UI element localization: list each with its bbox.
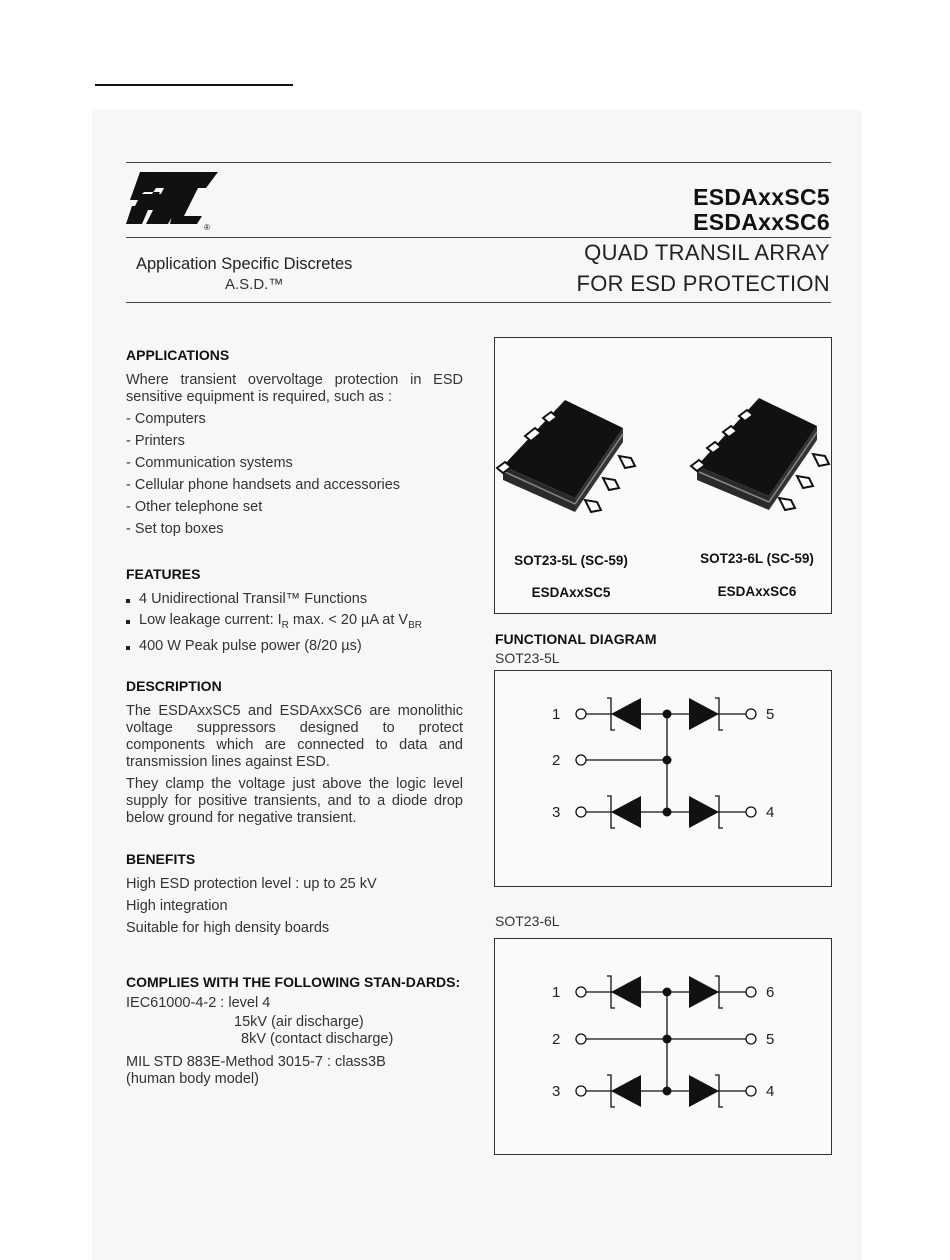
schematic-sot23-6l <box>494 938 832 1155</box>
header-rule-bottom <box>126 302 831 303</box>
sot23-6l-package-image <box>691 398 829 510</box>
pin-label: 4 <box>766 804 775 821</box>
part-number-sc6: ESDAxxSC6 <box>693 209 830 235</box>
sot23-5l-package-image <box>497 400 635 512</box>
pin-label: 1 <box>552 706 561 723</box>
pin-label: 2 <box>552 752 561 769</box>
standards-line: MIL STD 883E-Method 3015-7 : class3B <box>126 1054 386 1070</box>
package-label-sc5: SOT23-5L (SC-59) <box>514 553 628 568</box>
list-item: - Printers <box>126 433 185 449</box>
standards-line: 15kV (air discharge) <box>234 1014 364 1030</box>
benefits-section <box>126 851 463 937</box>
pin-label: 3 <box>552 1083 561 1100</box>
package-label-sc6: SOT23-6L (SC-59) <box>700 551 814 566</box>
package-images <box>495 338 831 538</box>
pin-label: 1 <box>552 984 561 1001</box>
standards-line: 8kV (contact discharge) <box>241 1031 394 1047</box>
title-line-2: FOR ESD PROTECTION <box>576 271 830 296</box>
top-rule <box>95 84 293 86</box>
part-label-sc6: ESDAxxSC6 <box>717 584 797 599</box>
list-item: - Other telephone set <box>126 499 263 515</box>
functional-diagram-heading: FUNCTIONAL DIAGRAM <box>495 631 657 647</box>
benefit-item: High ESD protection level : up to 25 kV <box>126 876 377 892</box>
pin-label: 2 <box>552 1031 561 1048</box>
pin-label: 3 <box>552 804 561 821</box>
pin-label: 5 <box>766 1031 775 1048</box>
description-para-1: The ESDAxxSC5 and ESDAxxSC6 are monolithic voltage suppressors designed to protect components which are connected to data and transmission lines against ESD. <box>126 703 463 770</box>
part-label-sc5: ESDAxxSC5 <box>531 585 611 600</box>
benefit-item: Suitable for high density boards <box>126 920 330 936</box>
title-line-1: QUAD TRANSIL ARRAY <box>584 240 830 265</box>
description-section <box>126 678 463 827</box>
standards-section <box>126 974 463 1088</box>
features-section <box>126 566 463 659</box>
pin-label: 5 <box>766 706 775 723</box>
standards-heading: COMPLIES WITH THE FOLLOWING STAN-DARDS: <box>126 974 461 990</box>
list-item: - Set top boxes <box>126 521 224 537</box>
st-logo <box>126 170 218 232</box>
list-item: - Computers <box>126 411 206 427</box>
list-item: - Communication systems <box>126 455 293 471</box>
package-box <box>494 337 832 614</box>
feature-item: 4 Unidirectional Transil™ Functions <box>126 591 463 608</box>
part-number-sc5: ESDAxxSC5 <box>693 184 830 210</box>
division-name: Application Specific Discretes <box>136 255 353 273</box>
header-rule-middle <box>126 237 831 238</box>
schematic-sot23-5l <box>494 670 832 887</box>
feature-item: Low leakage current: $I_R$ max. < 20 µA at $V_{BR}$ <box>126 612 463 634</box>
benefits-heading: BENEFITS <box>126 851 196 867</box>
standards-line: IEC61000-4-2 : level 4 <box>126 995 271 1011</box>
feature-item: 400 W Peak pulse power (8/20 µs) <box>126 638 463 655</box>
diagram-label-sot6: SOT23-6L <box>495 913 560 929</box>
applications-section <box>126 347 463 538</box>
list-item: - Cellular phone handsets and accessories <box>126 477 401 493</box>
description-para-2: They clamp the voltage just above the logic level supply for positive transients, and to a diode drop below ground for negative transient. <box>126 776 463 826</box>
benefit-item: High integration <box>126 898 228 914</box>
header-rule-top <box>126 162 831 163</box>
standards-line: (human body model) <box>126 1071 259 1087</box>
applications-heading: APPLICATIONS <box>126 347 230 363</box>
diagram-label-sot5: SOT23-5L <box>495 650 560 666</box>
description-heading: DESCRIPTION <box>126 678 222 694</box>
pin-label: 4 <box>766 1083 775 1100</box>
pin-label: 6 <box>766 984 775 1001</box>
applications-intro: Where transient overvoltage protection in ESD sensitive equipment is required, such as : <box>126 372 463 405</box>
svg-text:®: ® <box>204 223 210 232</box>
features-heading: FEATURES <box>126 566 201 582</box>
division-abbr: A.S.D.™ <box>225 276 284 293</box>
